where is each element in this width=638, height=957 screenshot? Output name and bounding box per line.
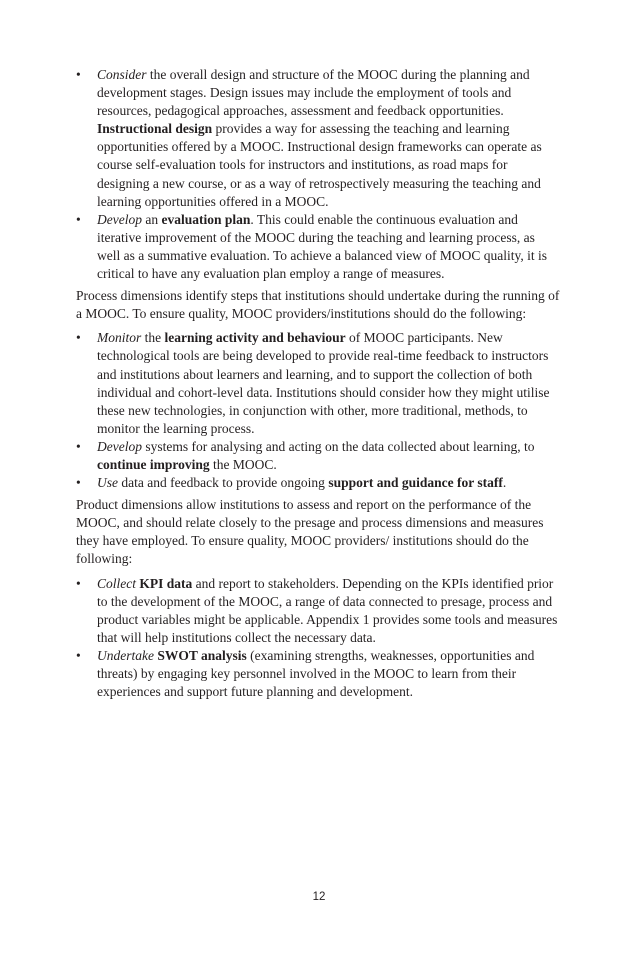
bullet-item-consider bbox=[76, 66, 560, 211]
bullet-text: . This could enable the continuous evaluation and iterative improvement of the MOOC during the teaching and learning process, as well as a summative evaluation. To achieve a balanced view of MOOC quality, it is critical to have any evaluation plan employ a range of measures. bbox=[97, 211, 548, 282]
key-term: Instructional design bbox=[97, 121, 213, 137]
bullet-text: data and feedback to provide ongoing bbox=[118, 475, 329, 491]
key-term: evaluation plan bbox=[161, 211, 251, 227]
key-term: SWOT analysis bbox=[157, 647, 247, 663]
presage-bullet-list bbox=[76, 66, 560, 283]
key-term: support and guidance for staff bbox=[328, 475, 503, 491]
page-number: 12 bbox=[312, 891, 326, 903]
bullet-item-develop-evaluation bbox=[76, 211, 560, 283]
bullet-text: the bbox=[141, 330, 165, 346]
bullet-item-monitor bbox=[76, 329, 560, 438]
bullet-text: (examining strengths, weaknesses, opportunities and threats) by engaging key personnel involved in the MOOC to learn from their experiences and support future planning and development. bbox=[97, 647, 535, 700]
bullet-marker: • bbox=[76, 647, 81, 663]
bullet-text: the MOOC. bbox=[209, 456, 277, 472]
process-bullet-list bbox=[76, 329, 560, 492]
bullet-item-collect bbox=[76, 575, 560, 647]
bullet-verb: Consider bbox=[97, 67, 147, 82]
bullet-text: an bbox=[141, 211, 162, 227]
bullet-marker: • bbox=[76, 438, 81, 454]
bullet-text: of MOOC participants. New technological tools are being developed to provide real-time feedback to instructors and institutions about learners and learning, and to support the collection of both individual and cohort-level data. Institutions should consider how they might utilise these new technologies, in conjunction with other, more traditional, methods, to monitor the learning process. bbox=[97, 330, 550, 436]
key-term: learning activity and behaviour bbox=[164, 330, 346, 346]
bullet-text: systems for analysing and acting on the data collected about learning, to bbox=[141, 438, 535, 454]
bullet-text: the overall design and structure of the MOOC during the planning and development stages. Design issues may include the employment of tools and resources, pedagogical approaches, assessment and feedback opportunities. bbox=[97, 67, 530, 119]
product-intro-paragraph: Product dimensions allow institutions to assess and report on the performance of the MOOC, and should relate closely to the presage and process dimensions and measures they have employed. To ensure quality, MOOC providers/ institutions should do the following: bbox=[76, 497, 544, 567]
page-body bbox=[76, 66, 560, 701]
bullet-marker: • bbox=[76, 575, 81, 591]
bullet-verb: Undertake bbox=[97, 647, 154, 663]
bullet-item-develop-systems bbox=[76, 438, 560, 474]
bullet-verb: Develop bbox=[97, 438, 142, 454]
bullet-text: and report to stakeholders. Depending on the KPIs identified prior to the development of the MOOC, a range of data connected to presage, process and product variables might be applicable. Appendix 1 provides some tools and measures that will help institutions collect the necessary data. bbox=[97, 575, 558, 645]
bullet-text: provides a way for assessing the teaching and learning opportunities offered by a MOOC. Instructional design frameworks can operate as course self-evaluation tools for instructors and institutions, as road maps for designing a new course, or as a way of retrospectively measuring the teaching and learning opportunities offered in a MOOC. bbox=[97, 121, 542, 209]
bullet-verb: Monitor bbox=[97, 330, 142, 346]
bullet-item-undertake bbox=[76, 647, 560, 701]
bullet-marker: • bbox=[76, 330, 81, 346]
product-bullet-list bbox=[76, 575, 560, 702]
bullet-marker: • bbox=[76, 67, 81, 82]
key-term: KPI data bbox=[139, 575, 193, 591]
process-intro-paragraph: Process dimensions identify steps that institutions should undertake during the running of a MOOC. To ensure quality, MOOC providers/institutions should do the following: bbox=[76, 288, 560, 322]
bullet-verb: Use bbox=[97, 475, 118, 491]
bullet-marker: • bbox=[76, 211, 81, 227]
bullet-verb: Collect bbox=[97, 575, 136, 591]
key-term: continue improving bbox=[97, 456, 210, 472]
bullet-text: . bbox=[502, 475, 507, 491]
bullet-marker: • bbox=[76, 475, 81, 491]
bullet-verb: Develop bbox=[97, 211, 142, 227]
bullet-item-use bbox=[76, 474, 560, 492]
